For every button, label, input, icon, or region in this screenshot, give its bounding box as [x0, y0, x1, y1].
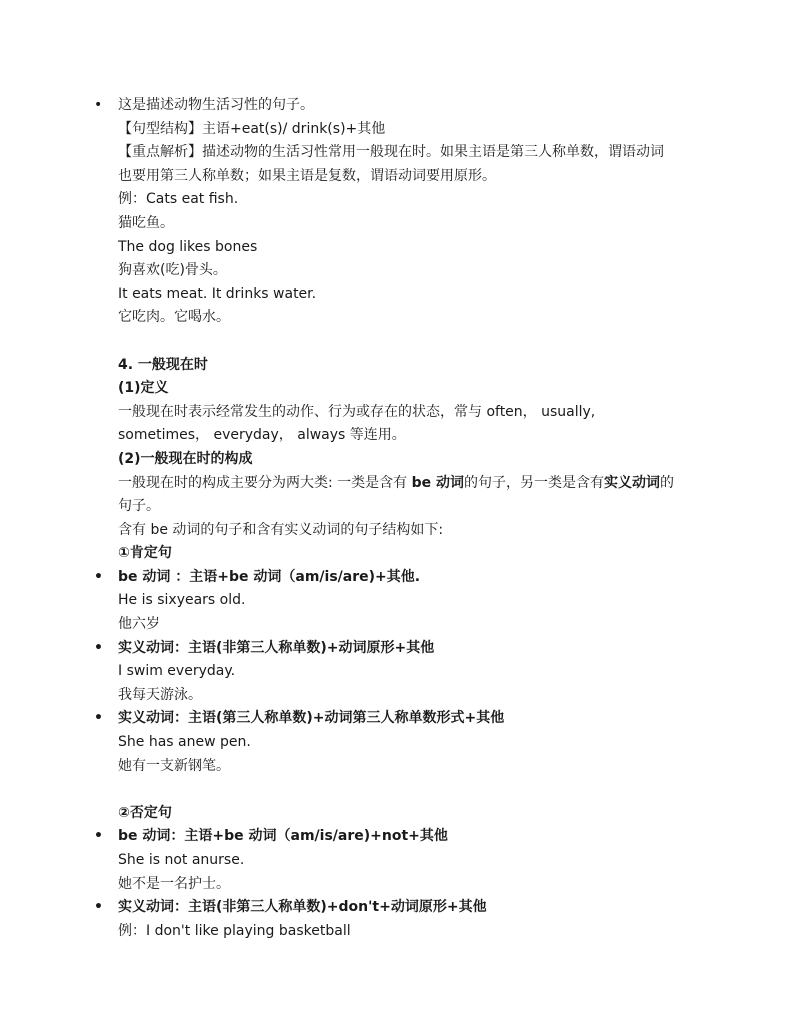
- text-run: 一般现在时的构成主要分为两大类: 一类是含有: [118, 474, 412, 491]
- bullet-icon: •: [94, 97, 103, 113]
- analysis-line: 【重点解析】描述动物的生活习性常用一般现在时。如果主语是第三人称单数，谓语动词: [118, 144, 664, 161]
- composition-line: [118, 472, 698, 496]
- example-line: 她有一支新钢笔。: [118, 757, 230, 774]
- example-line: 它吃肉。它喝水。: [118, 309, 230, 326]
- bullet-icon: •: [94, 899, 103, 916]
- bullet-icon: •: [94, 710, 103, 727]
- composition-line: 含有 be 动词的句子和含有实义动词的句子结构如下:: [118, 521, 444, 538]
- list-item: [94, 637, 698, 661]
- example-line: 她不是一名护士。: [118, 875, 230, 892]
- text-run: 的: [660, 474, 675, 491]
- list-item: [94, 707, 698, 731]
- bold-term: 实义动词: [604, 474, 661, 491]
- analysis-line: 也要用第三人称单数；如果主语是复数，谓语动词要用原形。: [118, 167, 496, 184]
- example-line: 我每天游泳。: [118, 686, 202, 703]
- bullet-icon: •: [94, 828, 103, 845]
- affirmative-heading: ①肯定句: [118, 545, 172, 562]
- example-line: He is sixyears old.: [118, 592, 246, 609]
- list-item: [94, 94, 698, 118]
- example-line: I swim everyday.: [118, 663, 236, 680]
- intro-sentence: 这是描述动物生活习性的句子。: [118, 97, 314, 113]
- example-line: 例：I don't like playing basketball: [118, 922, 351, 939]
- example-line: It eats meat. It drinks water.: [118, 285, 317, 302]
- bullet-icon: •: [94, 639, 103, 656]
- bold-term: be 动词: [411, 474, 465, 491]
- rule-text: 实义动词：主语(非第三人称单数)+动词原形+其他: [118, 639, 435, 656]
- text-run: 的句子，另一类是含有: [464, 474, 605, 491]
- list-item: [94, 825, 698, 849]
- list-item: [94, 566, 698, 590]
- sentence-structure: 【句型结构】主语+eat(s)/ drink(s)+其他: [118, 120, 386, 137]
- example-line: She has anew pen.: [118, 734, 251, 751]
- composition-line: 句子。: [118, 498, 160, 515]
- example-line: 猫吃鱼。: [118, 214, 174, 231]
- example-line: 例：Cats eat fish.: [118, 191, 239, 208]
- spacer: [118, 778, 698, 802]
- rule-text: 实义动词：主语(第三人称单数)+动词第三人称单数形式+其他: [118, 710, 505, 727]
- document-content: [94, 94, 698, 943]
- subsection-heading: (2)一般现在时的构成: [118, 450, 253, 467]
- rule-text: be 动词：主语+be 动词（am/is/are)+not+其他: [118, 828, 448, 845]
- negative-heading: ②否定句: [118, 804, 172, 821]
- rule-text: 实义动词：主语(非第三人称单数)+don't+动词原形+其他: [118, 899, 487, 916]
- example-line: 他六岁: [118, 616, 160, 633]
- bullet-icon: •: [94, 568, 103, 585]
- list-item: [94, 896, 698, 920]
- subsection-heading: (1)定义: [118, 380, 169, 397]
- definition-line: sometimes， everyday， always 等连用。: [118, 427, 406, 444]
- rule-text: be 动词 ：主语+be 动词（am/is/are)+其他.: [118, 568, 421, 585]
- definition-line: 一般现在时表示经常发生的动作、行为或存在的状态，常与 often， usually,: [118, 403, 596, 420]
- example-line: She is not anurse.: [118, 852, 245, 868]
- section-title: 4. 一般现在时: [118, 356, 208, 373]
- spacer: [118, 330, 698, 354]
- example-line: 狗喜欢(吃)骨头。: [118, 262, 227, 279]
- example-line: The dog likes bones: [118, 238, 258, 255]
